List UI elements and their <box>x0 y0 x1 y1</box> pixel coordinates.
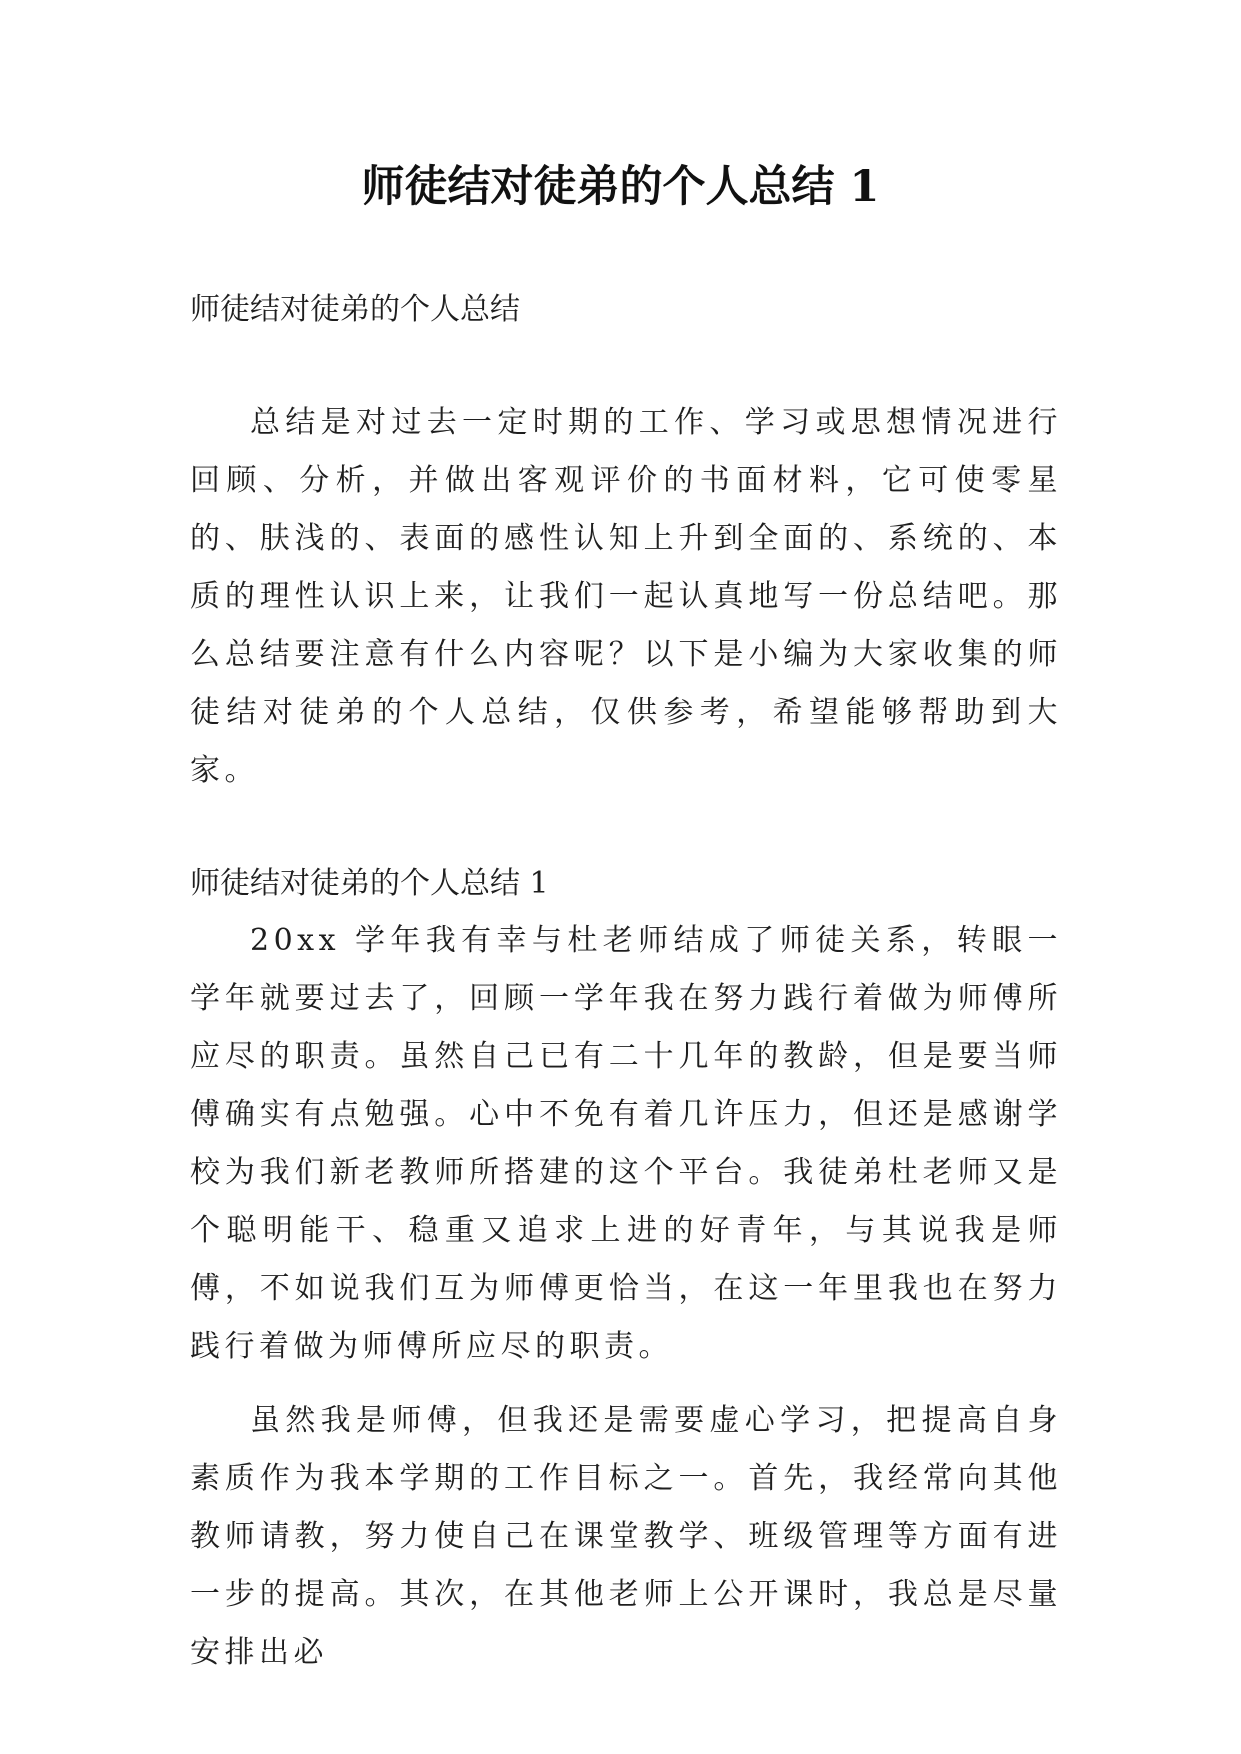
document-subtitle: 师徒结对徒弟的个人总结 <box>190 292 520 327</box>
document-title: 师徒结对徒弟的个人总结 1 <box>361 162 880 212</box>
intro-paragraph: 总结是对过去一定时期的工作、学习或思想情况进行回顾、分析，并做出客观评价的书面材料，它可使零星的、肤浅的、表面的感性认知上升到全面的、系统的、本质的理性认识上来，让我们一起认真地写一份总结吧。那么总结要注意有什么内容呢？以下是小编为大家收集的师徒结对徒弟的个人总结，仅供参考，希望能够帮助到大家。 <box>190 405 1062 788</box>
section-heading: 师徒结对徒弟的个人总结 1 <box>190 866 549 901</box>
document-body <box>190 282 1062 1682</box>
body-paragraph: 20xx 学年我有幸与杜老师结成了师徒关系，转眼一学年就要过去了，回顾一学年我在努力践行着做为师傅所应尽的职责。虽然自己已有二十几年的教龄，但是要当师傅确实有点勉强。心中不免有着几许压力，但还是感谢学校为我们新老教师所搭建的这个平台。我徒弟杜老师又是个聪明能干、稳重又追求上进的好青年，与其说我是师傅，不如说我们互为师傅更恰当，在这一年里我也在努力践行着做为师傅所应尽的职责。 <box>190 923 1062 1364</box>
body-paragraph: 虽然我是师傅，但我还是需要虚心学习，把提高自身素质作为我本学期的工作目标之一。首先，我经常向其他教师请教，努力使自己在课堂教学、班级管理等方面有进一步的提高。其次，在其他老师上公开课时，我总是尽量安排出必 <box>190 1403 1062 1670</box>
